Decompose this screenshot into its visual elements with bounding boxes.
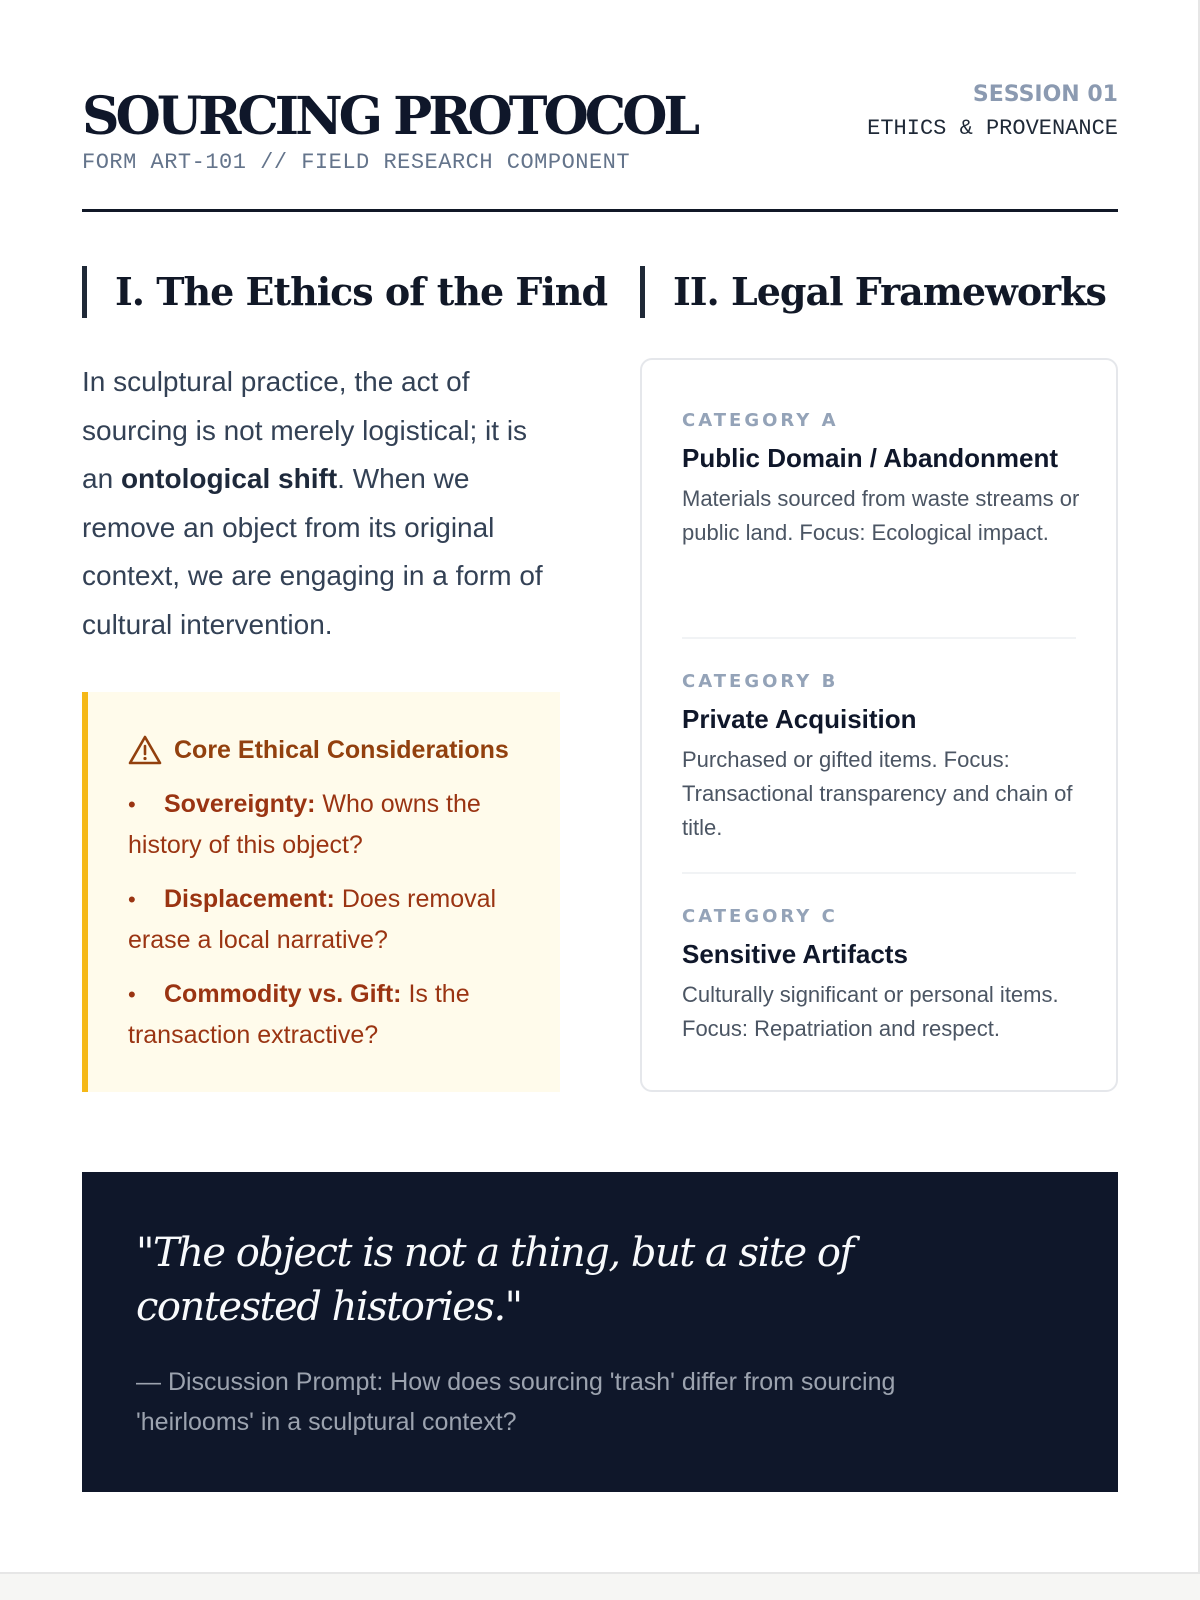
category-a	[682, 404, 1080, 639]
intro-text-end: . When we remove an object from its original context, we are engaging in a form of cultural intervention.	[82, 463, 543, 640]
callout-title: Core Ethical Considerations	[174, 735, 509, 764]
ethics-callout	[82, 692, 560, 1092]
consideration-list	[128, 784, 538, 1055]
page-header	[82, 78, 1118, 212]
category-label: CATEGORY B	[682, 671, 839, 692]
category-title: Sensitive Artifacts	[682, 939, 908, 969]
category-description: Purchased or gifted items. Focus: Transactional transparency and chain of title.	[682, 747, 1073, 840]
callout-header	[128, 732, 560, 768]
list-item-text: Does removal erase a local narrative?	[128, 885, 497, 954]
bullet-icon: •	[128, 982, 136, 1007]
category-description: Materials sourced from waste streams or public land. Focus: Ecological impact.	[682, 486, 1080, 545]
legal-frameworks-card	[640, 358, 1118, 1092]
warning-triangle-icon	[128, 735, 162, 765]
category-c	[682, 874, 1076, 1109]
list-item-term: Displacement:	[164, 885, 335, 913]
intro-emphasis: ontological shift	[120, 463, 338, 494]
list-item	[128, 974, 538, 1055]
list-item-term: Commodity vs. Gift:	[164, 980, 402, 1008]
bullet-icon: •	[128, 792, 136, 817]
page-title: SOURCING PROTOCOL	[82, 86, 697, 147]
bullet-icon: •	[128, 887, 136, 912]
list-item-text: Who owns the history of this object?	[128, 790, 481, 859]
list-item-term: Sovereignty:	[164, 790, 316, 818]
pull-quote: "The object is not a thing, but a site of contested histories."	[136, 1230, 853, 1330]
category-title: Public Domain / Abandonment	[682, 443, 1059, 473]
list-item-text: Is the transaction extractive?	[128, 980, 470, 1049]
session-topic: ETHICS & PROVENANCE	[867, 116, 1118, 141]
category-label: CATEGORY A	[682, 410, 839, 431]
category-b	[682, 639, 1076, 874]
section-heading-legal: II. Legal Frameworks	[640, 266, 1106, 318]
intro-text-start: In sculptural practice, the act of sourcing is not merely logistical; it is an	[82, 366, 528, 494]
category-description: Culturally significant or personal items. Focus: Repatriation and respect.	[682, 982, 1059, 1041]
category-title: Private Acquisition	[682, 704, 917, 734]
session-number: SESSION 01	[972, 82, 1118, 107]
section-heading-ethics: I. The Ethics of the Find	[82, 266, 607, 318]
intro-paragraph	[82, 358, 562, 649]
form-subtitle: FORM ART-101 // FIELD RESEARCH COMPONENT	[82, 150, 631, 175]
discussion-quote-panel	[82, 1172, 1118, 1492]
discussion-prompt: — Discussion Prompt: How does sourcing 'trash' differ from sourcing 'heirlooms' in a sculptural context?	[136, 1368, 896, 1436]
category-label: CATEGORY C	[682, 906, 838, 927]
list-item	[128, 784, 538, 865]
list-item	[128, 879, 538, 960]
